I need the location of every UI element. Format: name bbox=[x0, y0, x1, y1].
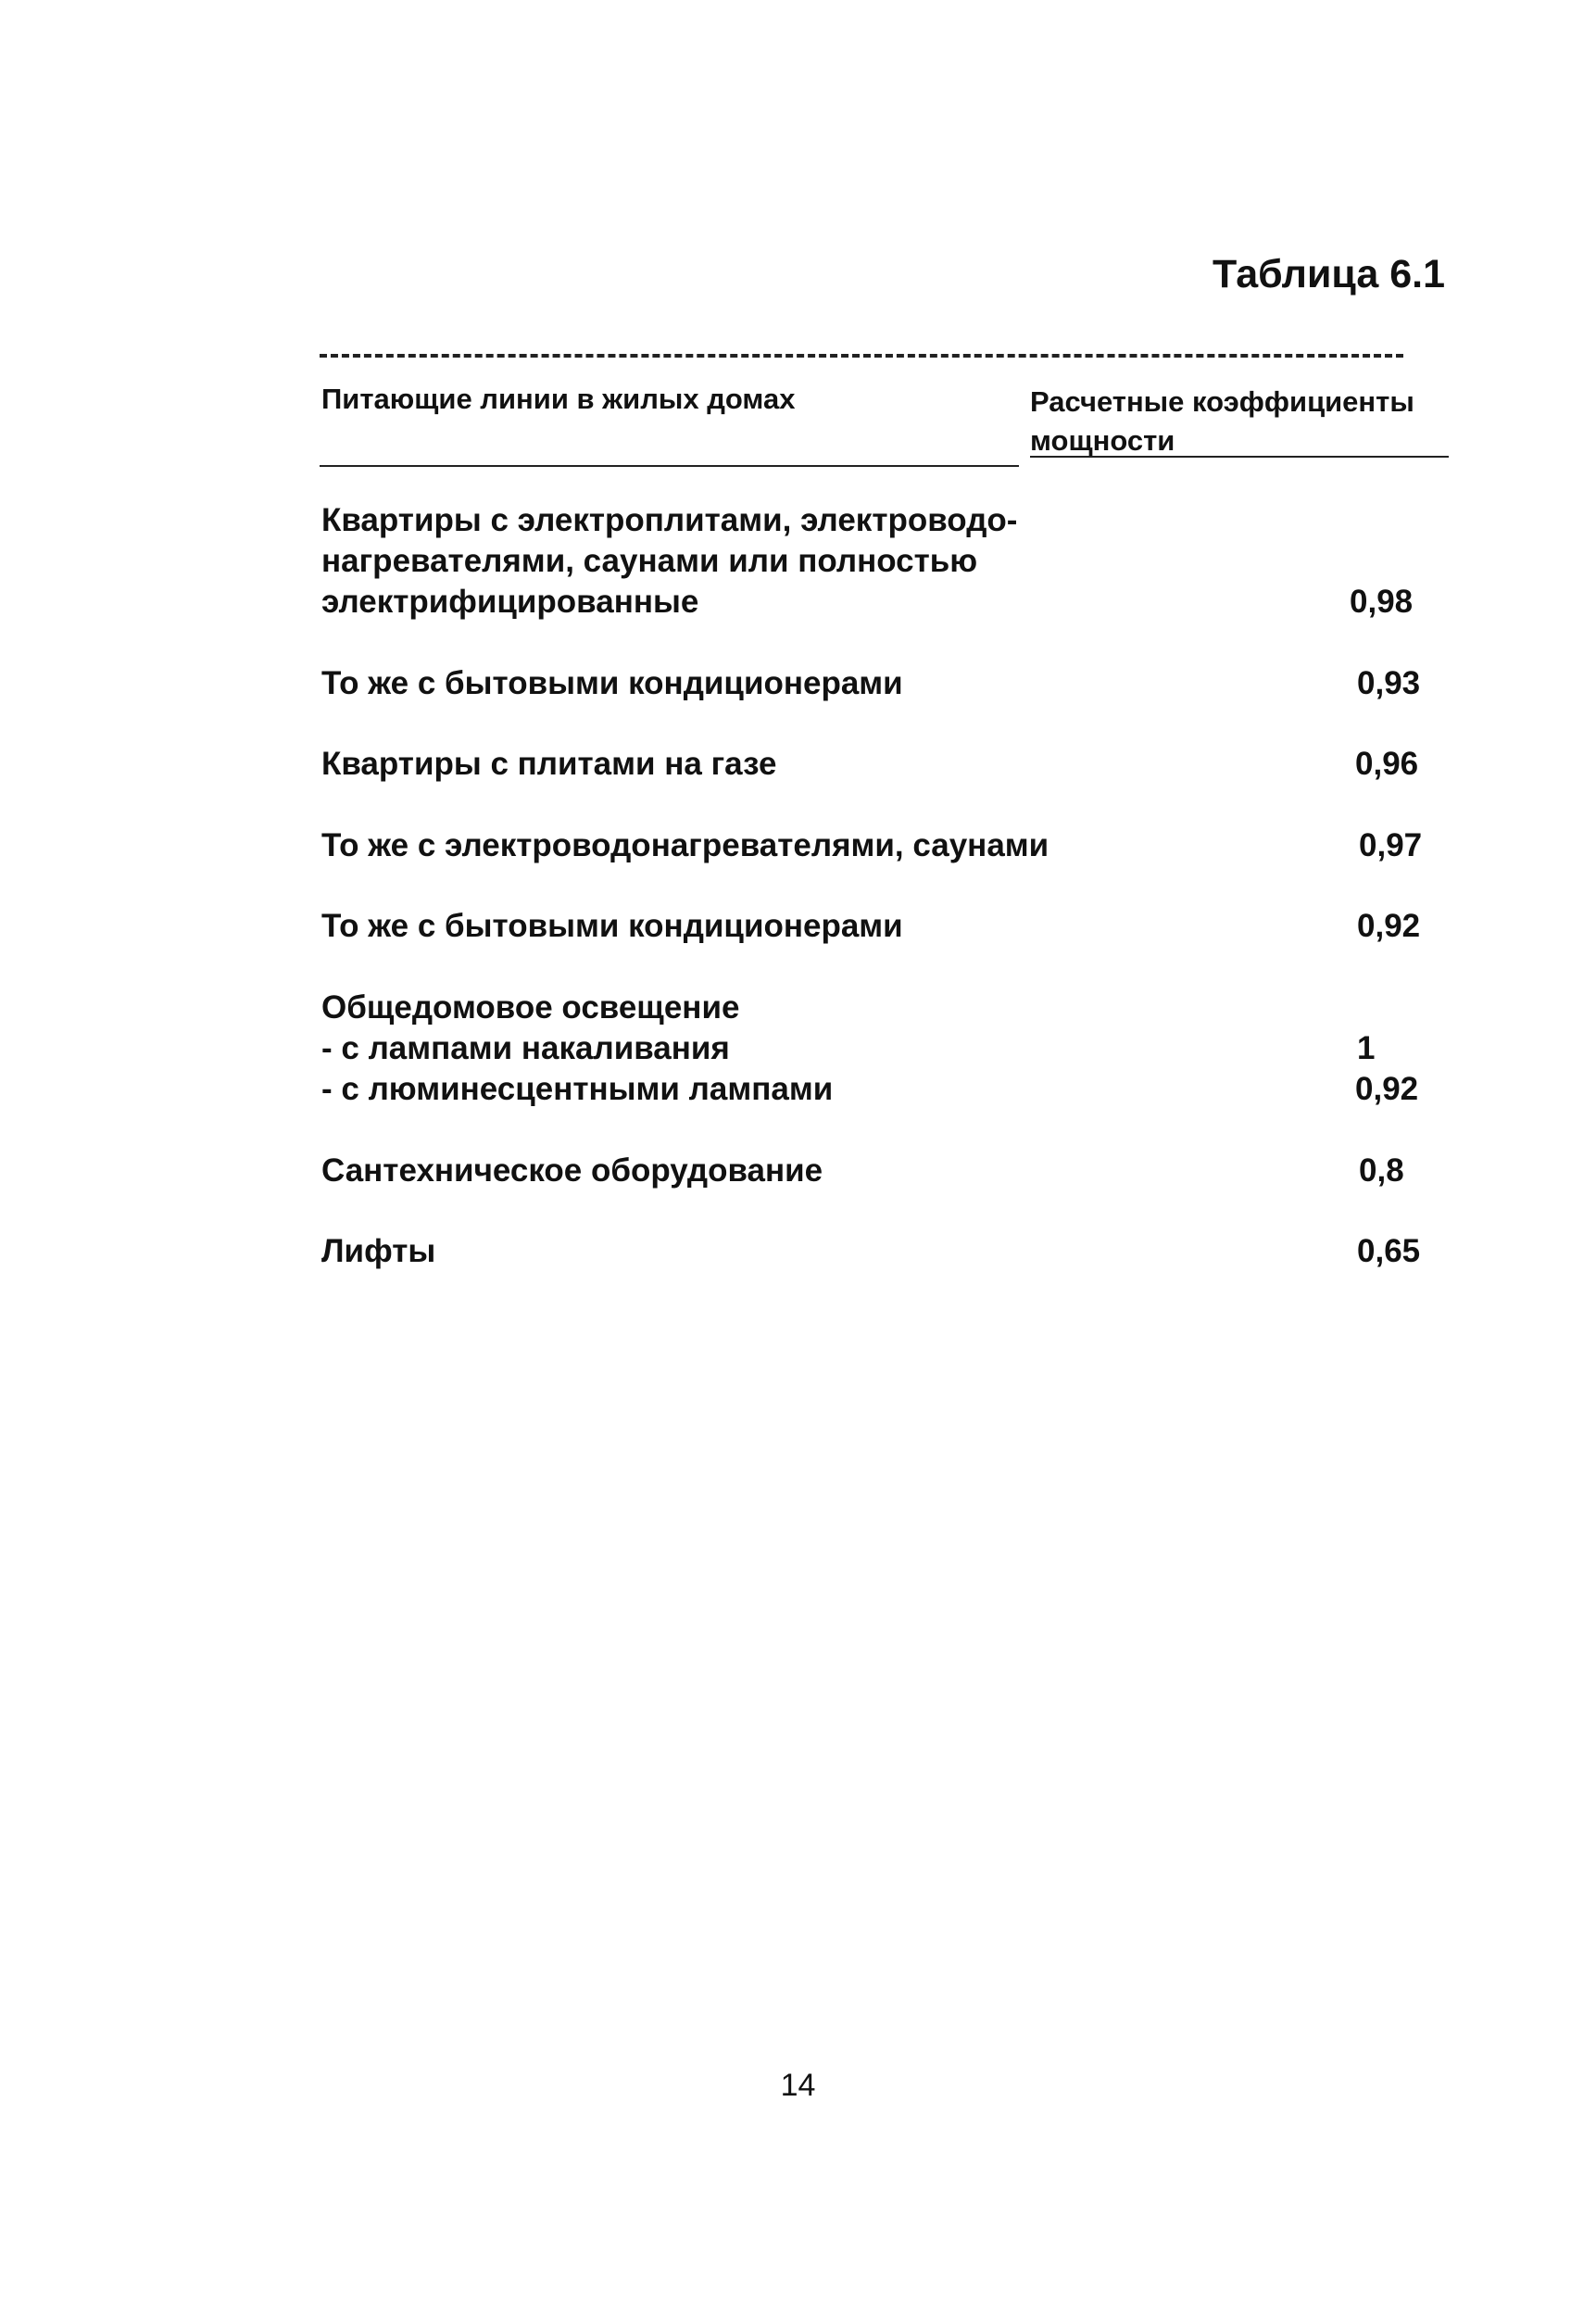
sub-row-value: 1 bbox=[1357, 1030, 1376, 1066]
row-label: Сантехническое оборудование bbox=[321, 1152, 823, 1189]
header-column-lines: Питающие линии в жилых домах bbox=[321, 383, 796, 415]
row-label: То же с бытовыми кондиционерами bbox=[321, 908, 903, 944]
row-label: Квартиры с плитами на газе bbox=[321, 746, 777, 782]
header-column-coefficients bbox=[1030, 383, 1414, 460]
row-value: 0,97 bbox=[1359, 827, 1423, 863]
table-row bbox=[321, 500, 1433, 623]
table-row bbox=[321, 744, 1433, 785]
header-rule-left bbox=[320, 465, 1019, 467]
header-rule-right bbox=[1030, 456, 1449, 458]
table-row bbox=[321, 906, 1433, 947]
table-row bbox=[321, 1151, 1433, 1191]
table-row-lighting bbox=[321, 988, 1433, 1110]
row-value: 0,65 bbox=[1357, 1233, 1421, 1269]
table-row bbox=[321, 663, 1433, 704]
page-number: 14 bbox=[780, 2068, 816, 2103]
row-value: 0,8 bbox=[1359, 1152, 1404, 1189]
table-row bbox=[321, 1231, 1433, 1272]
row-value: 0,96 bbox=[1355, 746, 1419, 782]
row-label: Квартиры с электроплитами, электроводо- нагревателями, саунами или полностью электрифицированные bbox=[321, 502, 1018, 620]
row-label: Общедомовое освещение bbox=[321, 989, 740, 1026]
row-label: То же с бытовыми кондиционерами bbox=[321, 665, 903, 701]
row-label: То же с электроводонагревателями, саунами bbox=[321, 827, 1049, 863]
sub-row-value: 0,92 bbox=[1355, 1071, 1419, 1107]
table-row bbox=[321, 825, 1433, 866]
row-label: Лифты bbox=[321, 1233, 436, 1269]
sub-row-label: - с люминесцентными лампами bbox=[321, 1071, 834, 1107]
table-title: Таблица 6.1 bbox=[1213, 252, 1445, 296]
sub-row bbox=[321, 1028, 1433, 1069]
table-top-rule bbox=[320, 354, 1403, 358]
row-value: 0,98 bbox=[1350, 584, 1414, 620]
row-value: 0,92 bbox=[1357, 908, 1421, 944]
sub-row bbox=[321, 1069, 1433, 1110]
row-value: 0,93 bbox=[1357, 665, 1421, 701]
header-coefficients-line2: мощности bbox=[1030, 424, 1175, 457]
header-coefficients-line1: Расчетные коэффициенты bbox=[1030, 385, 1414, 418]
sub-row-label: - с лампами накаливания bbox=[321, 1030, 730, 1066]
